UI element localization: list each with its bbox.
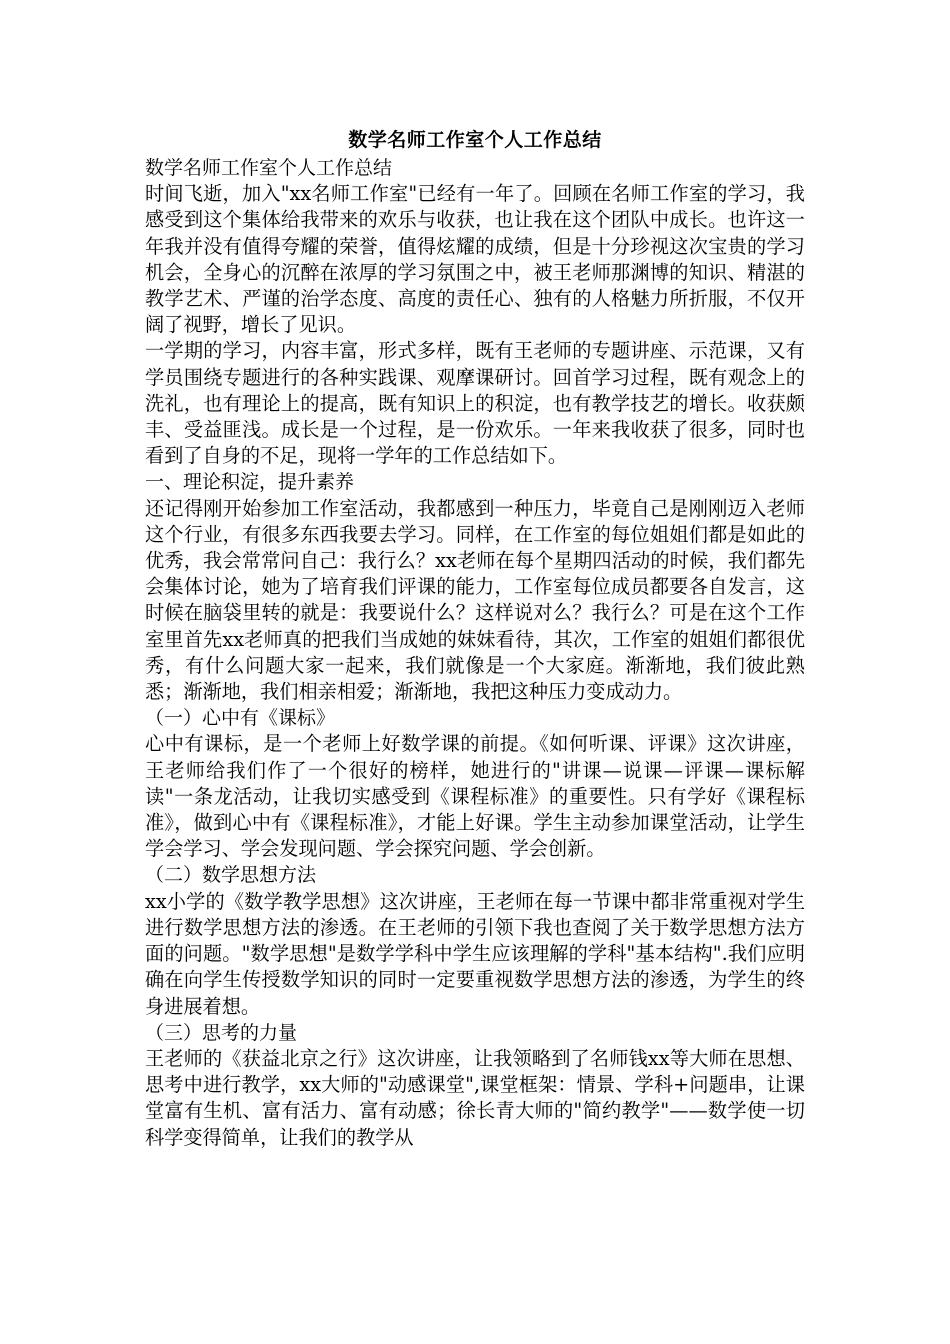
section-1-paragraph: 还记得刚开始参加工作室活动，我都感到一种压力，毕竟自己是刚刚迈入老师这个行业，有很多东西我要去学习。同样，在工作室的每位姐姐们都是如此的优秀，我会常常问自己：我行么？xx老师在每个星期四活动的时候，我们都先会集体讨论，她为了培育我们评课的能力，工作室每位成员都要各自发言，这时候在脑袋里转的就是：我要说什么？这样说对么？我行么？可是在这个工作室里首先xx老师真的把我们当成她的妹妹看待，其次，工作室的姐姐们都很优秀，有什么问题大家一起来，我们就像是一个大家庭。渐渐地，我们彼此熟悉；渐渐地，我们相亲相爱；渐渐地，我把这种压力变成动力。 (145, 496, 805, 704)
subsection-heading-1: （一）心中有《课标》 (145, 707, 336, 730)
subsection-heading-2: （二）数学思想方法 (145, 864, 317, 887)
section-heading-1: 一、理论积淀，提升素养 (145, 471, 355, 494)
subsection-heading-3: （三）思考的力量 (145, 1021, 298, 1044)
document-title: 数学名师工作室个人工作总结 (348, 129, 602, 151)
document-subtitle: 数学名师工作室个人工作总结 (145, 157, 393, 179)
subsection-3-paragraph: 王老师的《获益北京之行》这次讲座，让我领略到了名师钱xx等大师在思想、思考中进行教学，xx大师的"动感课堂",课堂框架：情景、学科+问题串，让课堂富有生机、富有活力、富有动感；徐长青大师的"简约教学"——数学使一切科学变得简单，让我们的教学从 (145, 1046, 805, 1149)
subsection-1-paragraph: 心中有课标，是一个老师上好数学课的前提。《如何听课、评课》这次讲座，王老师给我们作了一个很好的榜样，她进行的"讲课—说课—评课—课标解读"一条龙活动，让我切实感受到《课程标准》的重要性。只有学好《课程标准》，做到心中有《课程标准》，才能上好课。学生主动参加课堂活动，让学生学会学习、学会发现问题、学会探究问题、学会创新。 (145, 732, 805, 861)
intro-paragraph-1: 时间飞逝，加入"xx名师工作室"已经有一年了。回顾在名师工作室的学习，我感受到这个集体给我带来的欢乐与收获，也让我在这个团队中成长。也许这一年我并没有值得夸耀的荣誉，值得炫耀的成绩，但是十分珍视这次宝贵的学习机会，全身心的沉醉在浓厚的学习氛围之中，被王老师那渊博的知识、精湛的教学艺术、严谨的治学态度、高度的责任心、独有的人格魅力所折服，不仅开阔了视野，增长了见识。 (145, 182, 805, 337)
intro-paragraph-2: 一学期的学习，内容丰富，形式多样，既有王老师的专题讲座、示范课，又有学员围绕专题进行的各种实践课、观摩课研讨。回首学习过程，既有观念上的洗礼，也有理论上的提高，既有知识上的积淀，也有教学技艺的增长。收获颇丰、受益匪浅。成长是一个过程，是一份欢乐。一年来我收获了很多，同时也看到了自身的不足，现将一学年的工作总结如下。 (145, 339, 805, 468)
document-page (145, 126, 805, 1151)
subsection-2-paragraph: xx小学的《数学教学思想》这次讲座，王老师在每一节课中都非常重视对学生进行数学思想方法的渗透。在王老师的引领下我也查阅了关于数学思想方法方面的问题。"数学思想"是数学学科中学生应该理解的学科"基本结构".我们应明确在向学生传授数学知识的同时一定要重视数学思想方法的渗透，为学生的终身进展着想。 (145, 889, 805, 1018)
